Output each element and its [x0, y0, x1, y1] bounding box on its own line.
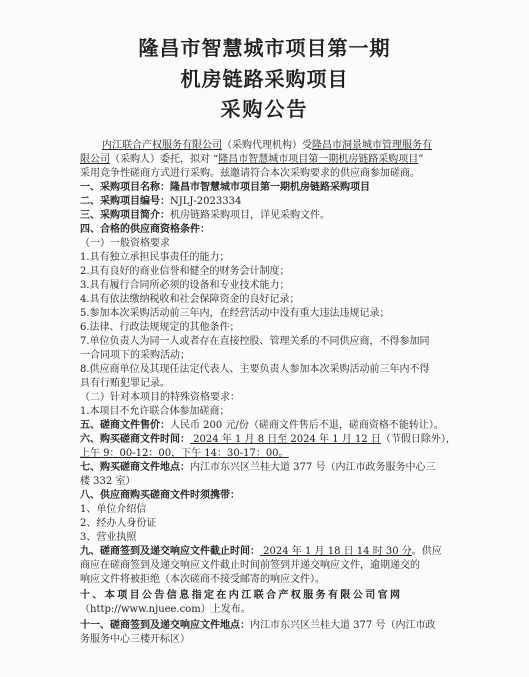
- section-11: [80, 619, 489, 633]
- section-6-hours: [80, 447, 489, 461]
- section-9-tail: 。供应: [411, 546, 442, 557]
- general-item: 5.参加本次采购活动前三年内，在经营活动中没有重大违法违规记录；: [80, 308, 390, 319]
- agent-role: （采购代理机构）受: [222, 140, 312, 151]
- section-6-hours-text: 上午 9：00-12：00，下午 14：30-17：00。: [80, 448, 289, 459]
- section-2-value: NJLJ-2023334: [170, 196, 242, 207]
- section-7-cont: 楼 332 室）: [80, 476, 136, 487]
- section-3: [80, 209, 489, 223]
- general-item: 2.具有良好的商业信誉和健全的财务会计制度；: [80, 266, 290, 277]
- section-1-value: 隆昌市智慧城市项目第一期机房链路采购项目: [170, 182, 370, 193]
- general-item: 3.具有履行合同所必须的设备和专业技术能力；: [80, 280, 290, 291]
- section-3-label: 三、采购项目简介：: [80, 210, 170, 221]
- section-5-value: 人民币 200 元/份（磋商文件售后不退，磋商资格不能转让）。: [170, 420, 444, 431]
- section-7-label: 七、购买磋商文件地点：: [80, 462, 190, 473]
- intro-line-2: [80, 153, 489, 167]
- buyer-name-b: 限公司: [80, 154, 110, 165]
- general-item: 4.具有依法缴纳税收和社会保障资金的良好记录；: [80, 294, 300, 305]
- section-6: [80, 433, 489, 447]
- section-5: [80, 419, 489, 433]
- section-2-label: 二、采购项目编号：: [80, 196, 170, 207]
- section-3-value: 机房链路采购项目，详见采购文件。: [170, 210, 330, 221]
- section-6-holiday: （节假日除外），: [380, 434, 456, 445]
- section-10-line-2: （http://www.njuee.com）上发布。: [80, 604, 251, 615]
- buyer-name-a: 隆昌市洞景城市管理服务有: [312, 140, 432, 151]
- section-5-label: 五、磋商文件售价：: [80, 420, 170, 431]
- section-11-cont: 务服务中心三楼开标区）: [80, 634, 190, 645]
- section-11-value: 内江市东兴区兰桂大道 377 号（内江市政: [250, 620, 436, 631]
- section-11-label: 十一、磋商签到及递交响应文件地点：: [80, 620, 250, 631]
- general-item: 7.单位负责人为同一人或者存在直接控股、管理关系的不同供应商，不得参加同: [80, 336, 430, 347]
- general-item: 1.具有独立承担民事责任的能力；: [80, 252, 230, 263]
- end-quote: ”: [418, 154, 424, 165]
- special-heading: （二）针对本项目的特殊资格要求：: [80, 392, 240, 403]
- section-9-line-2: 商应在磋商签到及递交响应文件截止时间前签到并递交响应文件，逾期递交的: [80, 560, 420, 571]
- intro-line-3: 采用竞争性磋商方式进行采购。兹邀请符合本次采购要求的供应商参加磋商。: [80, 168, 420, 179]
- section-8-label: 八、供应商购买磋商文件时须携带：: [80, 490, 240, 501]
- section-9-label: 九、磋商签到及递交响应文件截止时间：: [80, 546, 260, 557]
- section-1-label: 一、采购项目名称：: [80, 182, 170, 193]
- section-1: [80, 181, 489, 195]
- section-9: [80, 545, 489, 559]
- section-6-dates: 2024 年 1 月 8 日至 2024 年 1 月 12 日: [190, 434, 381, 445]
- general-heading: （一）一般资格要求: [80, 238, 170, 249]
- section-7: [80, 461, 489, 475]
- general-item: 8.供应商单位及其现任法定代表人、主要负责人参加本次采购活动前三年内不得: [80, 364, 430, 375]
- section-7-value: 内江市东兴区兰桂大道 377 号（内江市政务服务中心三: [190, 462, 436, 473]
- intro-line-1: [102, 139, 489, 153]
- title-line-2: 机房链路采购项目: [180, 67, 349, 91]
- section-2: [80, 195, 489, 209]
- section-8-item: 1、单位介绍信: [80, 504, 147, 515]
- title-line-1: 隆昌市智慧城市项目第一期: [138, 36, 391, 60]
- section-9-deadline: 2024 年 1 月 18 日 14 时 30 分: [260, 546, 412, 557]
- section-9-line-3: 响应文件将被拒绝（本次磋商不接受邮寄的响应文件）。: [80, 574, 325, 585]
- section-8-item: 2、经办人身份证: [80, 518, 157, 529]
- section-8-item: 3、营业执照: [80, 532, 137, 543]
- section-4-label: 四、合格的供应商资格条件：: [80, 224, 210, 235]
- project-name: 隆昌市智慧城市项目第一期机房链路采购项目: [218, 154, 419, 165]
- general-item: 6.法律、行政法规规定的其他条件；: [80, 322, 240, 333]
- special-item: 1.本项目不允许联合体参加磋商；: [80, 406, 230, 417]
- agent-name: 内江联合产权服务有限公司: [102, 140, 222, 151]
- buyer-role: （采购人）委托，拟对 “: [110, 154, 219, 165]
- general-item: 具有行贿犯罪记录。: [80, 378, 170, 389]
- title-line-3: 采购公告: [220, 97, 309, 121]
- section-6-label: 六、购买磋商文件时间：: [80, 434, 190, 445]
- section-10-line-1: 十、本项目公告信息指定在内江联合产权服务有限公司官网: [80, 590, 403, 601]
- general-item: 一合同项下的采购活动；: [80, 350, 190, 361]
